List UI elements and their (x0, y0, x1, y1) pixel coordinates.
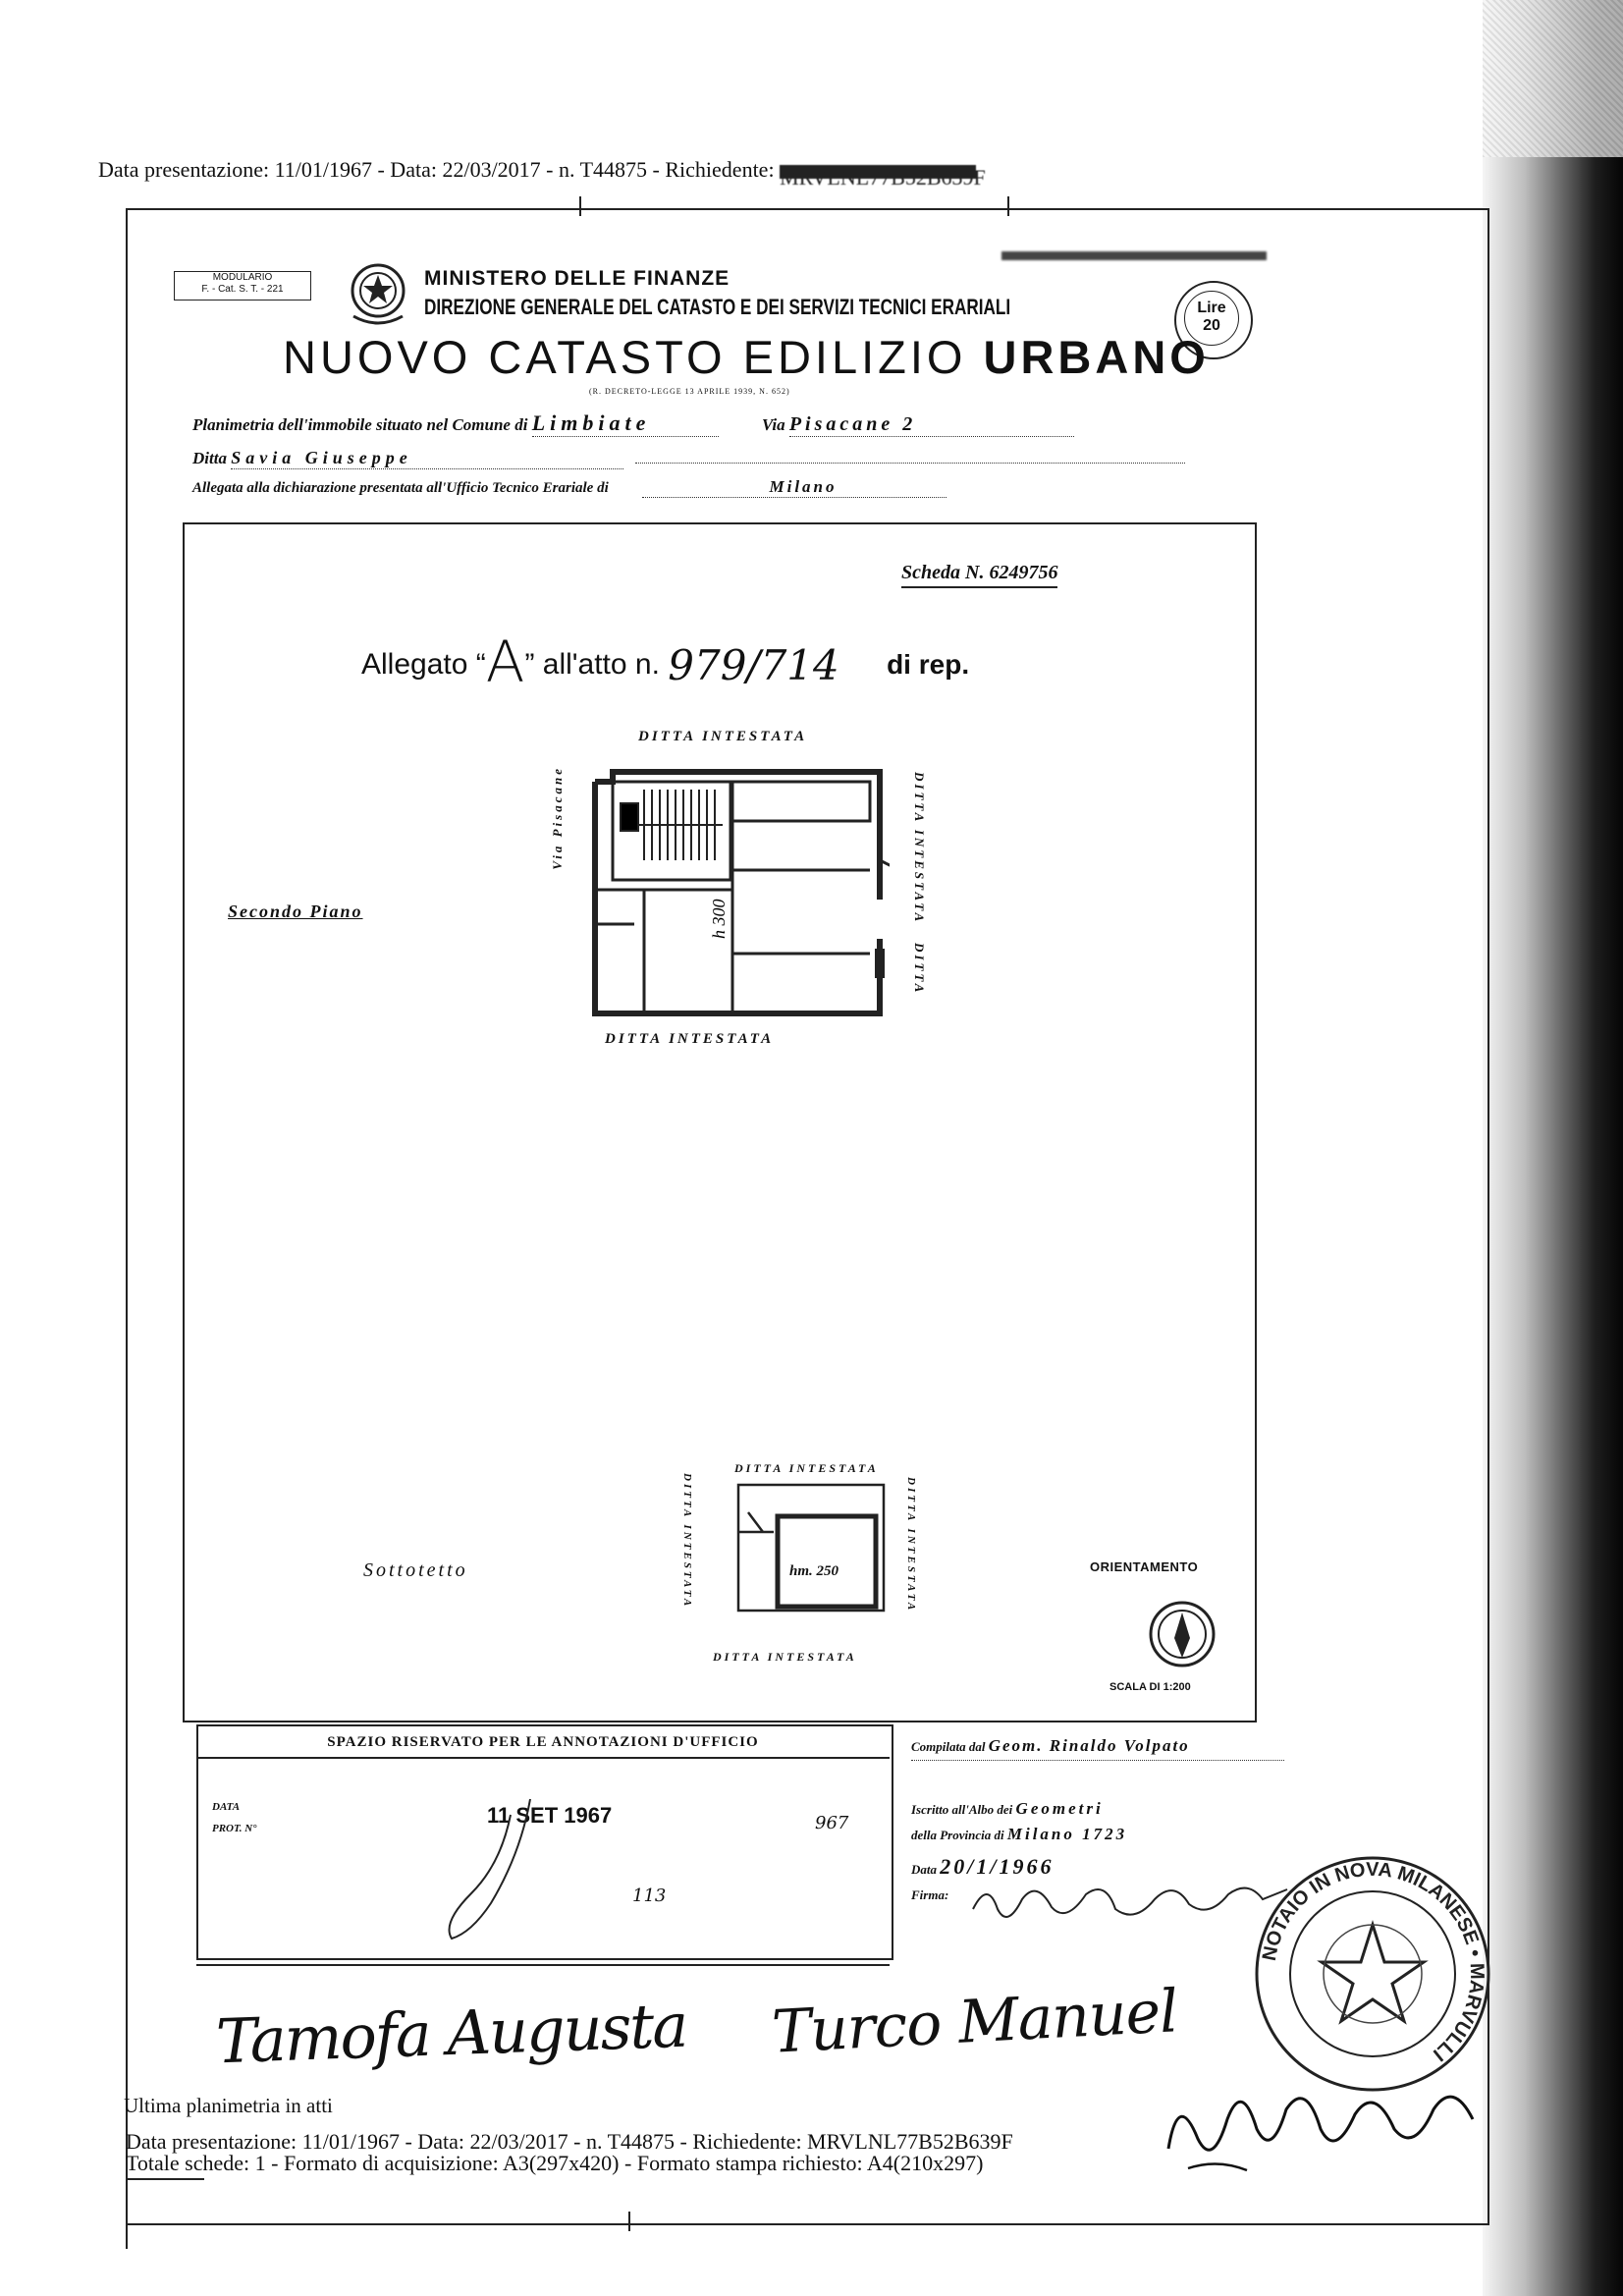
floor2-bottom-label: DITTA INTESTATA (713, 1650, 857, 1664)
planimetria-row (192, 410, 1074, 437)
ditta-field (231, 448, 623, 469)
allegato-number: 979/714 (668, 641, 839, 689)
footer-line-1: Data presentazione: 11/01/1967 - Data: 22/03/2017 - n. T44875 - Richiedente: MRVLNL77B52B639F (126, 2129, 1013, 2154)
provincia-label: della Provincia di (911, 1828, 1004, 1842)
signature-right: Turco Manuel (770, 1977, 1179, 2067)
decree-note: (R. DECRETO-LEGGE 13 APRILE 1939, N. 652) (589, 387, 790, 396)
signature-left: Tamofa Augusta (214, 1989, 688, 2078)
floor1-left-label: Via Pisacane (550, 766, 565, 870)
ministry-line-1: MINISTERO DELLE FINANZE (424, 267, 730, 290)
allegato-suffix: di rep. (887, 649, 970, 680)
scale-label: SCALA DI 1:200 (1109, 1681, 1191, 1693)
floor1-bottom-label: DITTA INTESTATA (605, 1031, 775, 1047)
header-text: Data presentazione: 11/01/1967 - Data: 22/03/2017 - n. T44875 - Richiedente: (98, 157, 775, 182)
notary-signature (1159, 2060, 1483, 2188)
allegata-row (192, 477, 947, 498)
floor2-height-label: hm. 250 (789, 1563, 839, 1579)
floor2-right-label: DITTA INTESTATA (905, 1477, 917, 1613)
annotation-box-bottom (196, 1956, 890, 1966)
modulario-badge (174, 271, 311, 301)
floor1-right-top-label: DITTA INTESTATA (912, 772, 927, 925)
via-label: Via (761, 415, 785, 434)
floor1-right-bottom-label: DITTA (912, 943, 927, 996)
iscritto-label: Iscritto all'Albo dei (911, 1802, 1013, 1817)
floor2-left-label: DITTA INTESTATA (681, 1473, 693, 1610)
compiler-signature (968, 1870, 1292, 1929)
sheet-tick (126, 2178, 204, 2180)
sheet-tick (1007, 196, 1009, 216)
annotation-prot-label: PROT. N° (212, 1823, 257, 1834)
modulario-label: MODULARIO (212, 272, 273, 283)
ditta-label: Ditta (192, 449, 227, 467)
floor2-label: Sottotetto (363, 1559, 468, 1581)
ditta-row (192, 448, 1185, 469)
comune-field (532, 410, 719, 437)
form-title-light: NUOVO CATASTO EDILIZIO (283, 331, 984, 383)
allegata-label: Allegata alla dichiarazione presentata all'Ufficio Tecnico Erariale di (192, 480, 609, 496)
ditta-field-ext (635, 463, 1185, 464)
floor1-top-label: DITTA INTESTATA (638, 729, 808, 744)
floor1-height-label: h 300 (709, 899, 729, 939)
modulario-code: F. - Cat. S. T. - 221 (201, 284, 284, 295)
floor-plan-secondo-piano (585, 742, 890, 1043)
allegato-letter: A (485, 629, 525, 695)
compass-icon (1147, 1599, 1217, 1669)
lire-value: 20 (1203, 317, 1220, 334)
scan-noise (1483, 0, 1623, 157)
compiler-date-label: Data (911, 1862, 937, 1877)
annotation-data-label: DATA (212, 1801, 241, 1813)
comune-value: Limbiate (531, 410, 651, 435)
allegato-prefix: Allegato “ (361, 648, 486, 681)
scheda-number: Scheda N. 6249756 (901, 562, 1057, 588)
iscritto-row (911, 1799, 1104, 1819)
orientamento-label: ORIENTAMENTO (1090, 1559, 1199, 1574)
annotation-signature-mark (432, 1795, 550, 1942)
scan-shadow-band (1483, 0, 1623, 2296)
seal-ring-text: NOTAIO IN NOVA MILANESE • MARVULLI (1258, 1858, 1488, 2065)
ufficio-field (642, 477, 947, 498)
ministry-line-2 (424, 295, 1010, 320)
provincia-value: Milano 1723 (1006, 1825, 1128, 1843)
form-title-bold: URBANO (983, 331, 1210, 383)
footer-line-2: Totale schede: 1 - Formato di acquisizione: A3(297x420) - Formato stampa richiesto: A4(210x297) (126, 2151, 984, 2175)
allegato-mid: ” all'atto n. (524, 648, 660, 681)
footer-ultima: Ultima planimetria in atti (124, 2094, 333, 2117)
republic-emblem-icon (346, 257, 410, 330)
firma-label: Firma: (911, 1887, 949, 1902)
ditta-value: Savia Giuseppe (231, 448, 412, 467)
lire-label: Lire (1197, 300, 1226, 316)
allegato-line (361, 629, 969, 695)
header-line (98, 157, 986, 190)
compilata-label: Compilata dal (911, 1739, 986, 1754)
compiler-underline (911, 1760, 1284, 1761)
sheet-tick (579, 196, 581, 216)
ufficio-value: Milano (769, 477, 838, 496)
provincia-row (911, 1825, 1127, 1844)
via-field (789, 413, 1074, 437)
via-value: Pisacane 2 (788, 413, 917, 435)
compiler-row (911, 1736, 1190, 1756)
form-title (283, 330, 1210, 384)
floor1-label: Secondo Piano (228, 902, 363, 921)
planimetria-label: Planimetria dell'immobile situato nel Comune di (192, 415, 528, 434)
annotation-number-bottom: 113 (632, 1886, 667, 1906)
compiler-date-value: 20/1/1966 (940, 1854, 1055, 1879)
sheet-tick (628, 2212, 630, 2231)
ministry-line-2-text: DIREZIONE GENERALE DEL CATASTO E DEI SERVIZI TECNICI ERARIALI (424, 295, 1011, 319)
floor-plan-sottotetto (719, 1473, 895, 1620)
annotation-number-right: 967 (815, 1813, 849, 1833)
compilata-value: Geom. Rinaldo Volpato (988, 1736, 1190, 1755)
annotation-title: SPAZIO RISERVATO PER LE ANNOTAZIONI D'UFFICIO (196, 1728, 890, 1759)
sheet-tick (126, 2219, 128, 2249)
annotation-stamp-date: 11 SET 1967 (487, 1803, 613, 1828)
redacted-richiedente: MRVLNL77B52B639F (780, 164, 986, 190)
iscritto-value: Geometri (1015, 1799, 1104, 1818)
floor2-top-label: DITTA INTESTATA (734, 1461, 879, 1475)
top-right-note (1001, 251, 1267, 260)
